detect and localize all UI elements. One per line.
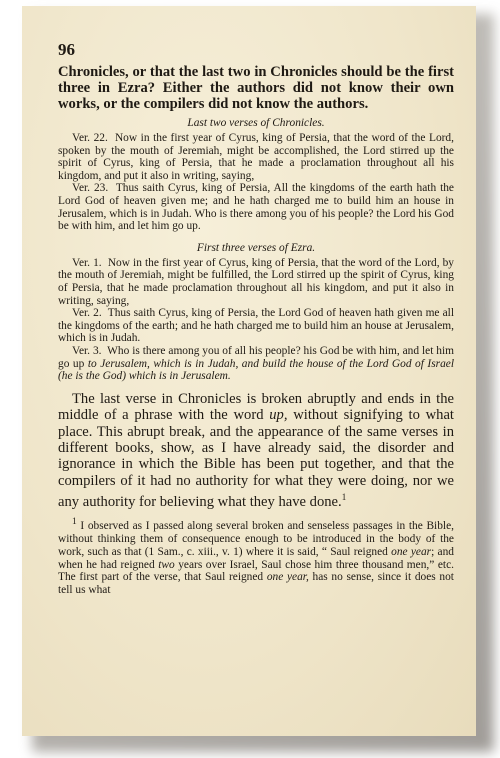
verse-label: Ver. 22. bbox=[72, 132, 108, 144]
footnote-italic: two bbox=[158, 558, 175, 571]
verse-ezra-3 bbox=[58, 345, 454, 383]
footnote-text: ; and when he had reigned bbox=[58, 545, 454, 571]
body-italic-word: up, bbox=[269, 407, 288, 424]
verse-label: Ver. 3. bbox=[72, 344, 102, 357]
verse-italic-text: to Jerusalem, which is in Judah, and build the house of the Lord God of Israel (he is the God) which is in Jerusalem. bbox=[58, 357, 455, 383]
verse-label: Ver. 23. bbox=[72, 182, 109, 195]
footnote-italic: one year, bbox=[266, 571, 309, 584]
footnote-text: I observed as I passed along several broken and senseless passages in the Bible, without thinking them of consequence enough to be introduced in the body of the work, such as that (1 Sam., c. xiii., v. 1) where it is said, “ Saul reigned bbox=[58, 520, 454, 558]
verse-ezra-2 bbox=[58, 307, 454, 345]
verse-text: Thus saith Cyrus, king of Persia, the Lord God of heaven hath given me all the kingdoms of the earth; and he hath charged me to build him an house at Jerusalem, which is in Judah. bbox=[58, 307, 454, 345]
verse-text: Now in the first year of Cyrus, king of Persia, that the word of the Lord, by the mouth of Jeremiah, might be fulfilled, the Lord stirred up the spirit of Cyrus, king of Persia, that he made proclamation throughout all his kingdom, and put it also in writing, saying, bbox=[58, 256, 455, 307]
verse-chronicles-22 bbox=[58, 132, 454, 182]
footnote bbox=[58, 516, 454, 597]
footnote-italic: one year bbox=[391, 545, 432, 558]
intro-paragraph: Chronicles, or that the last two in Chronicles should be the first three in Ezra? Either the authors did not know their own works, or the compilers did not know the authors. bbox=[58, 64, 454, 112]
page-number: 96 bbox=[58, 40, 75, 59]
body-text-part1: The last verse in Chronicles is broken abruptly and ends in the middle of a phrase with the word bbox=[58, 390, 454, 424]
verse-text: Now in the first year of Cyrus, king of Persia, that the word of the Lord, spoken by the mouth of Jeremiah, might be accomplished, the Lord stirred up the spirit of Cyrus, king of Persia, that he made a proclamation throughout all his kingdom, and put it also in writing, saying, bbox=[58, 132, 454, 182]
verse-ezra-1 bbox=[58, 257, 454, 307]
section-heading-chronicles: Last two verses of Chronicles. bbox=[187, 117, 325, 129]
body-paragraph bbox=[58, 391, 454, 511]
section-heading-ezra: First three verses of Ezra. bbox=[196, 241, 316, 254]
footnote-text: has no sense, since it does not tell us what bbox=[58, 571, 454, 597]
verse-chronicles-23 bbox=[58, 182, 454, 232]
verse-text: Thus saith Cyrus, king of Persia, All the kingdoms of the earth hath the Lord God of heaven given me; and he hath charged me to build him an house in Jerusalem, which is in Judah. Who is there among you of his people? the Lord his God be with him, and let him go up. bbox=[58, 182, 454, 233]
verse-label: Ver. 1. bbox=[72, 256, 102, 269]
body-text-part2: without signifying to what place. This abrupt break, and the appearance of the same verses in different books, show, as I have already said, the disorder and ignorance in which the Bible has been put together, and that the compilers of it had no authority for what they were doing, nor we any authority for believing what they have done. bbox=[58, 407, 454, 510]
verse-label: Ver. 2. bbox=[72, 307, 102, 320]
verse-text: Who is there among you of all his people? his God be with him, and let him go up bbox=[58, 344, 455, 370]
footnote-text: years over Israel, Saul chose him three thousand men,” etc. The first part of the verse, that Saul reigned bbox=[58, 558, 454, 584]
footnote-mark: 1 bbox=[72, 517, 77, 528]
book-page bbox=[22, 6, 476, 736]
footnote-reference: 1 bbox=[341, 492, 347, 503]
